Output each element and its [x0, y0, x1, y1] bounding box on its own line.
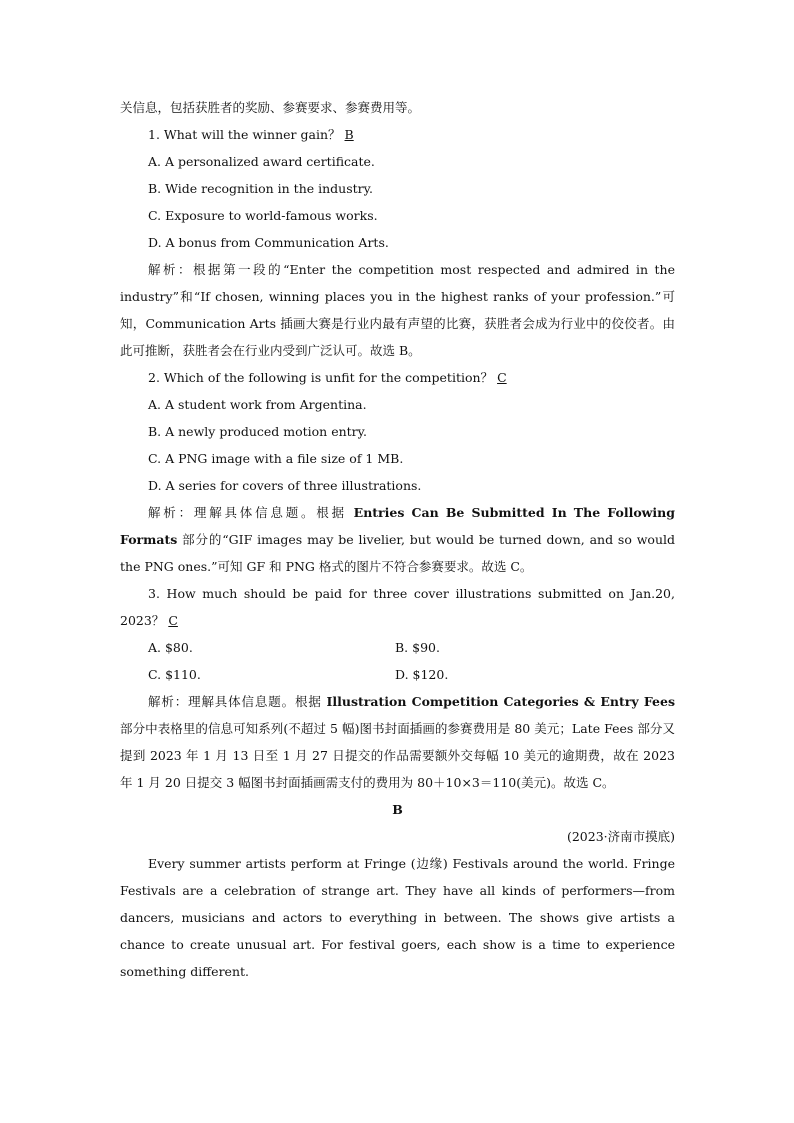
q2-option-a: A. A student work from Argentina. — [148, 397, 367, 412]
q3-analysis — [120, 688, 675, 796]
q3-analysis-post: 部分中表格里的信息可知系列(不超过 5 幅)图书封面插画的参赛费用是 80 美元；Late Fees 部分又提到 2023 年 1 月 13 日至 1 月 27 日提交的作品需要额外交每幅 10 美元的逾期费，故在 2023 年 1 月 20 日提交 3 幅图书封面插画需支付的费用为 80＋10×3＝110(美元)。故选 C。 — [120, 721, 675, 790]
q1-option-c: C. Exposure to world-famous works. — [148, 208, 378, 223]
q2-analysis-post: 部分的“GIF images may be livelier, but would be turned down, and so would the PNG ones.”可知 GF 和 PNG 格式的图片不符合参赛要求。故选 C。 — [120, 532, 675, 574]
q3-analysis-bold: Illustration Competition Categories & Entry Fees — [326, 694, 675, 709]
q3-option-c: C. $110. — [148, 667, 201, 682]
q1-option-d: D. A bonus from Communication Arts. — [148, 235, 389, 250]
source-label: (2023·济南市摸底) — [566, 829, 675, 844]
section-title: B — [392, 802, 403, 817]
q1-option-a: A. A personalized award certificate. — [148, 154, 375, 169]
question-2-stem: 2. Which of the following is unfit for the competition？ — [148, 370, 494, 385]
q2-analysis-pre: 解析：理解具体信息题。根据 — [148, 505, 354, 520]
q3-option-a: A. $80. — [148, 640, 193, 655]
question-1-answer: B — [344, 127, 354, 142]
document-page — [120, 94, 675, 985]
intro-line: 关信息，包括获胜者的奖励、参赛要求、参赛费用等。 — [120, 100, 421, 115]
question-2-answer: C — [497, 370, 507, 385]
question-2 — [120, 364, 675, 391]
question-1-stem: 1. What will the winner gain？ — [148, 127, 341, 142]
q1-option-b: B. Wide recognition in the industry. — [148, 181, 374, 196]
q2-option-b: B. A newly produced motion entry. — [148, 424, 368, 439]
question-3 — [120, 580, 675, 634]
q1-analysis: 解析：根据第一段的“Enter the competition most respected and admired in the industry”和“If chosen, winning places you in the highest ranks of your profession.”可知，Communication Arts 插画大赛是行业内最有声望的比赛，获胜者会成为行业中的佼佼者。由此可推断，获胜者会在行业内受到广泛认可。故选 B。 — [120, 262, 675, 358]
q3-options-row-2 — [120, 661, 675, 688]
q2-analysis — [120, 499, 675, 580]
q3-options-row-1 — [120, 634, 675, 661]
question-3-answer: C — [168, 613, 178, 628]
question-3-stem: 3. How much should be paid for three cover illustrations submitted on Jan.20, 2023？ — [120, 586, 675, 628]
q3-analysis-pre: 解析：理解具体信息题。根据 — [148, 694, 327, 709]
q2-option-c: C. A PNG image with a file size of 1 MB. — [148, 451, 404, 466]
q3-option-d: D. $120. — [395, 667, 449, 682]
q3-option-b: B. $90. — [395, 640, 440, 655]
passage-paragraph: Every summer artists perform at Fringe (边缘) Festivals around the world. Fringe Festivals are a celebration of strange art. They have all kinds of performers—from dancers, musicians and actors to everything in between. The shows give artists a chance to create unusual art. For festival goers, each show is a time to experience something different. — [120, 856, 675, 979]
q2-analysis-bold: Entries Can Be Submitted In The Following Formats — [120, 505, 675, 547]
question-1 — [120, 121, 675, 148]
q2-option-d: D. A series for covers of three illustrations. — [148, 478, 422, 493]
